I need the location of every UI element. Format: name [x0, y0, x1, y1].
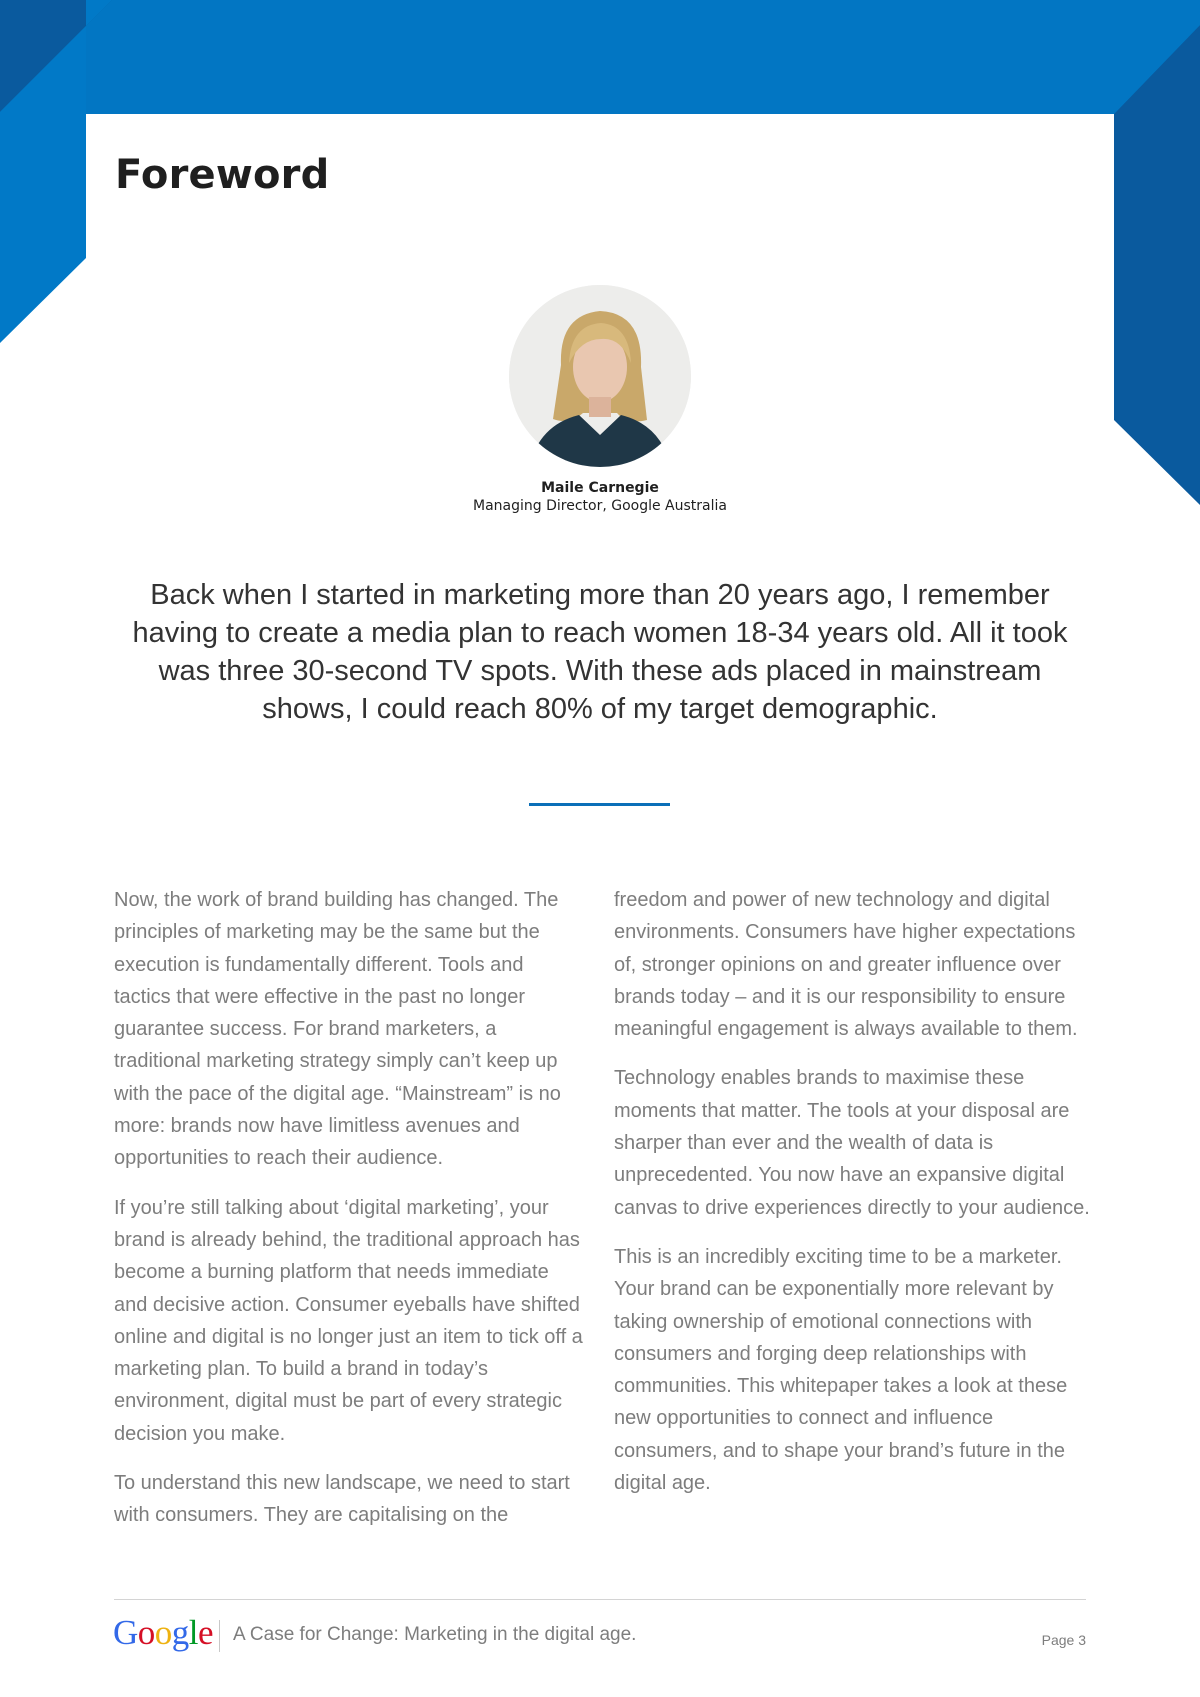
pull-quote: Back when I started in marketing more than 20 years ago, I remember having to create a media plan to reach women 18-34 years old. All it took was three 30-second TV spots. With these ads placed in mainstream shows, I could reach 80% of my target demographic. — [132, 579, 1068, 725]
body-paragraph: freedom and power of new technology and digital environments. Consumers have higher expectations of, stronger opinions on and greater influence over brands today – and it is our responsibility to ensure meaningful engagement is always available to them. — [614, 889, 1078, 1041]
logo-letter: o — [154, 1613, 172, 1652]
logo-letter: e — [198, 1613, 214, 1652]
logo-letter: G — [113, 1613, 138, 1652]
document-title: A Case for Change: Marketing in the digital age. — [233, 1624, 637, 1645]
body-paragraph: If you’re still talking about ‘digital marketing’, your brand is already behind, the traditional approach has become a burning platform that needs immediate and decisive action. Consumer eyeballs have shifted online and digital is no longer just an item to tick off a marketing plan. To build a brand in today’s environment, digital must be part of every strategic decision you make. — [114, 1196, 583, 1445]
google-logo — [113, 1613, 213, 1653]
page-title: Foreword — [115, 152, 330, 198]
header-band — [0, 0, 1200, 114]
author-photo — [509, 285, 691, 467]
body-paragraph: This is an incredibly exciting time to be a marketer. Your brand can be exponentially more relevant by taking ownership of emotional connections with consumers and forging deep relationships with communities. This whitepaper takes a look at these new opportunities to connect and influence consumers, and to shape your brand’s future in the digital age. — [614, 1245, 1068, 1495]
logo-letter: o — [137, 1613, 155, 1652]
logo-letter: g — [171, 1613, 189, 1652]
footer-divider — [114, 1599, 1086, 1600]
body-column-right — [614, 884, 1094, 1516]
author-name: Maile Carnegie — [541, 480, 659, 496]
author-role: Managing Director, Google Australia — [473, 498, 727, 514]
page-number: Page 3 — [1041, 1632, 1086, 1648]
body-paragraph: Technology enables brands to maximise these moments that matter. The tools at your disposal are sharper than ever and the wealth of data is unprecedented. You now have an expansive digital canvas to drive experiences directly to your audience. — [614, 1067, 1090, 1219]
body-paragraph: Now, the work of brand building has changed. The principles of marketing may be the same but the execution is fundamentally different. Tools and tactics that were effective in the past no longer guarantee success. For brand marketers, a traditional marketing strategy simply can’t keep up with the pace of the digital age. “Mainstream” is no more: brands now have limitless avenues and opportunities to reach their audience. — [114, 889, 561, 1170]
quote-divider — [529, 803, 670, 806]
footer-separator — [219, 1620, 220, 1652]
body-column-left — [114, 884, 584, 1549]
right-corner-shape — [1100, 0, 1200, 510]
logo-letter: l — [188, 1613, 199, 1652]
body-paragraph: To understand this new landscape, we need to start with consumers. They are capitalising on the — [114, 1472, 570, 1527]
